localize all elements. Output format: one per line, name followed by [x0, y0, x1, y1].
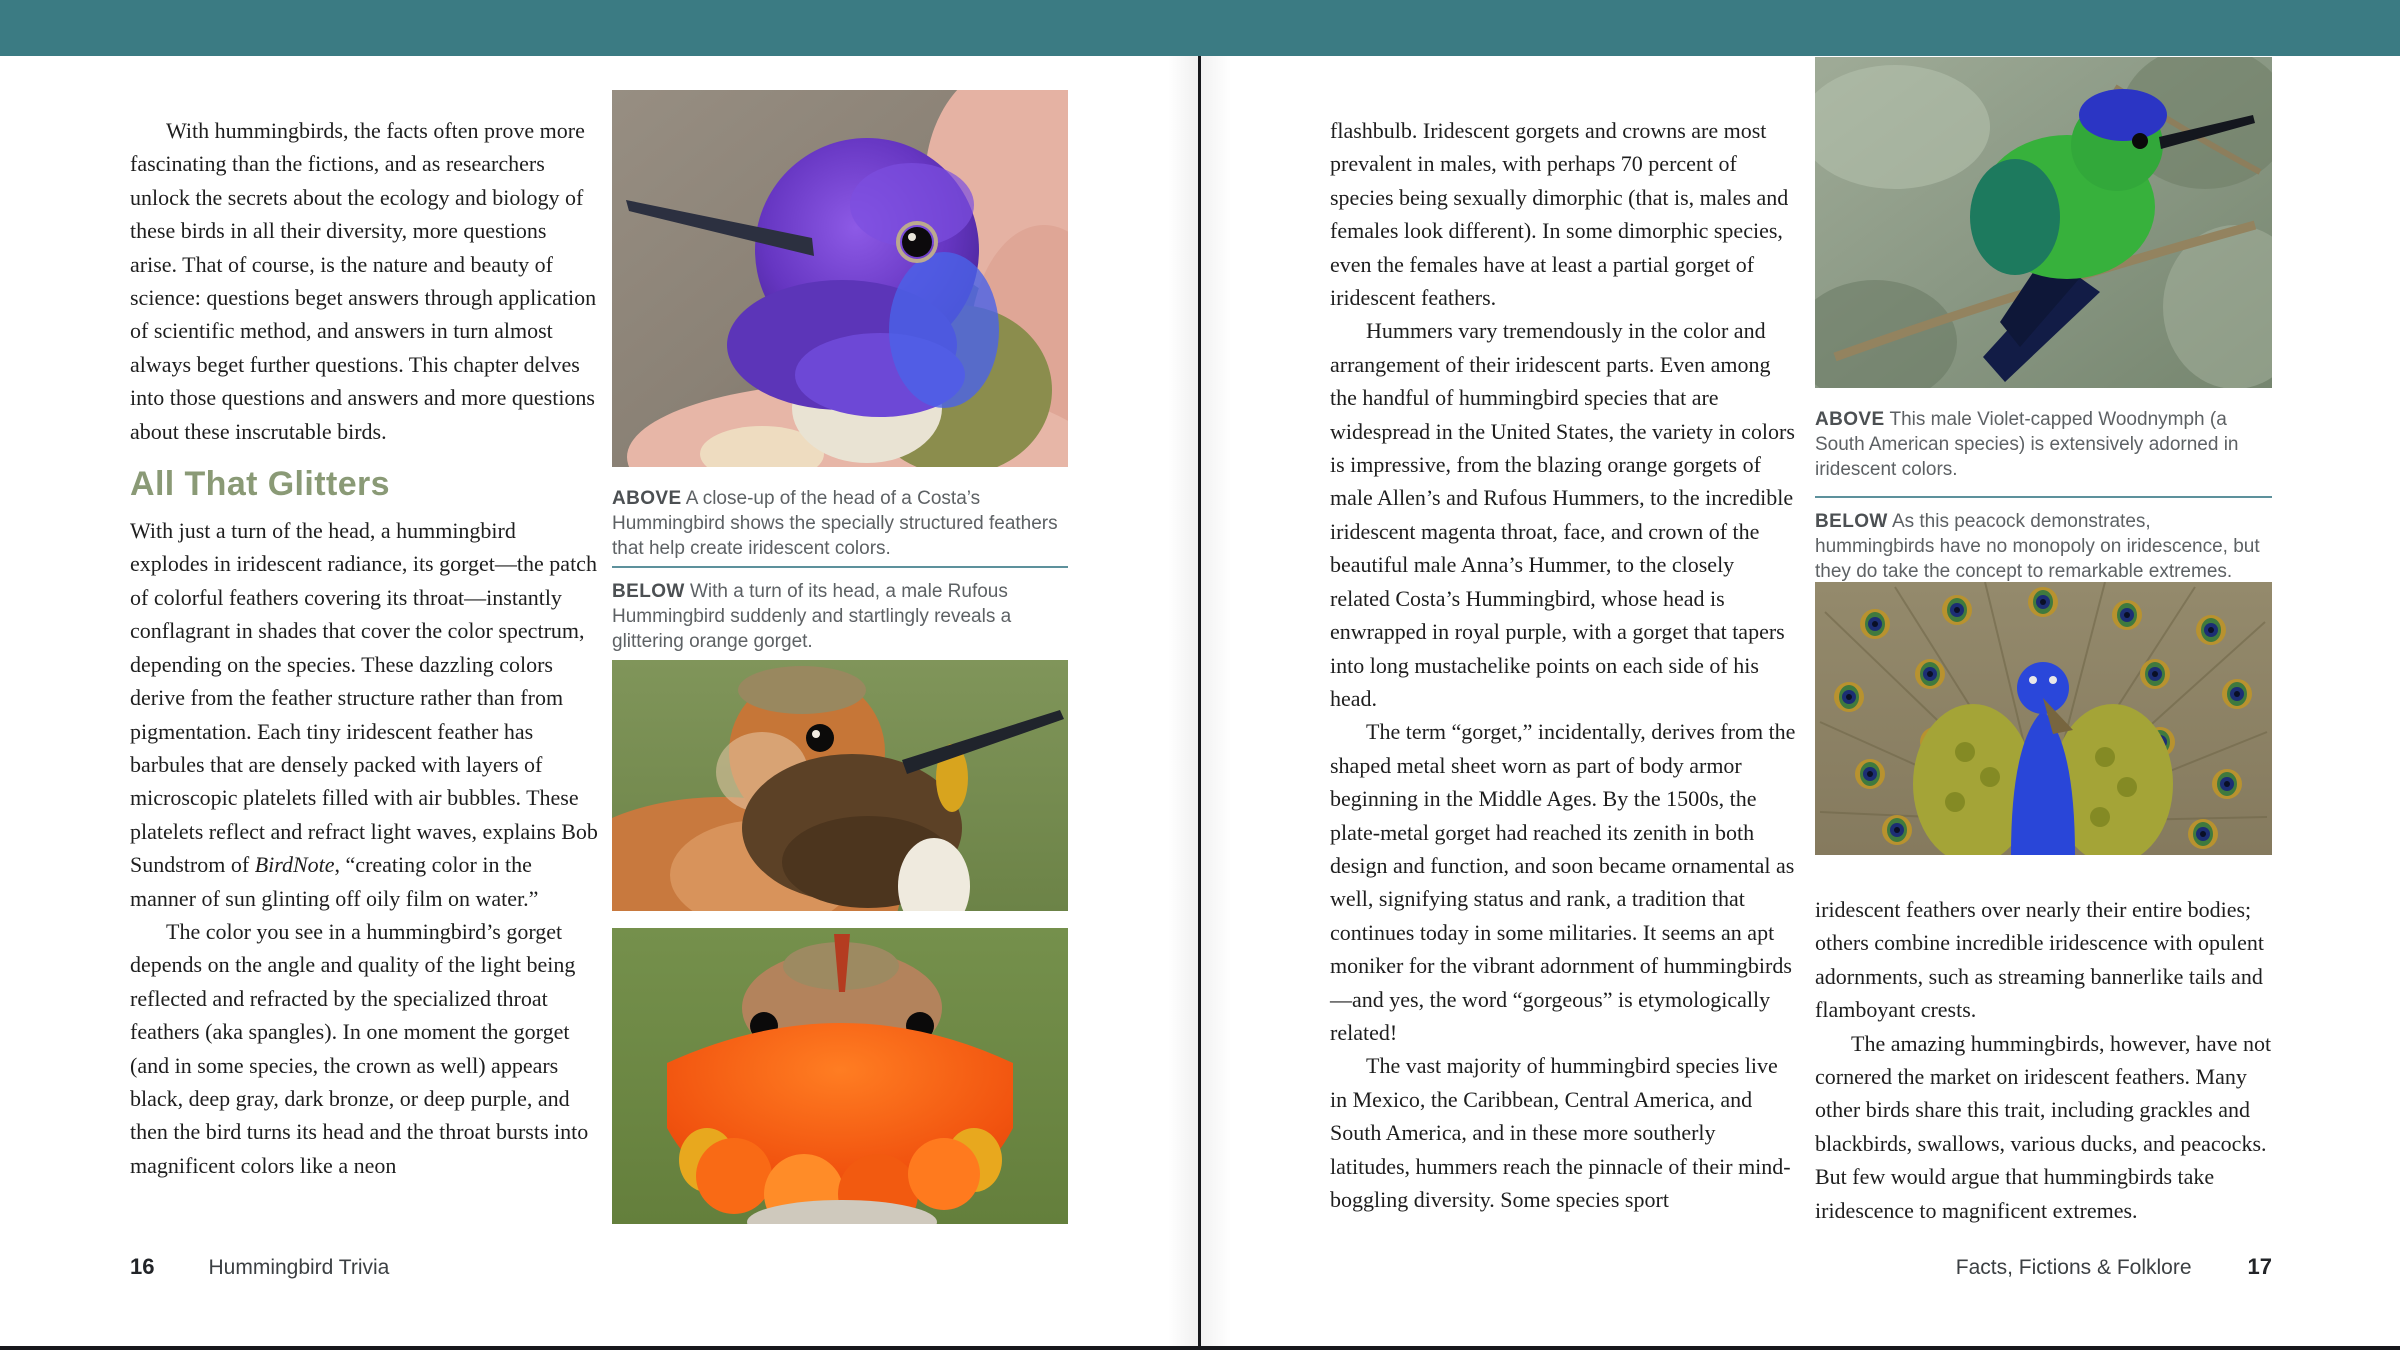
left-page-number: 16 — [130, 1254, 155, 1279]
photo-rufous-hummingbird-profile — [612, 660, 1068, 911]
page-gutter-shade-left — [1168, 56, 1198, 1346]
section-heading-all-that-glitters: All That Glitters — [130, 465, 390, 504]
top-banner — [0, 0, 2400, 56]
caption-above-text: A close-up of the head of a Costa’s Hummingbird shows the specially structured feathers that help create iridescent colors. — [612, 488, 1058, 559]
glitters-paragraph-b: , “creating color in the manner of sun glinting off oily film on water.” — [130, 852, 539, 911]
woodnymph-illustration — [1815, 57, 2272, 388]
page-gutter-shade-right — [1201, 56, 1231, 1346]
flashbulb-paragraph: flashbulb. Iridescent gorgets and crowns are most prevalent in males, with perhaps 70 percent of species being sexually dimorphic (that is, males and females look different). In some dimorphic species, even the females have at least a partial gorget of iridescent feathers. — [1330, 118, 1789, 311]
right-footer — [1815, 1254, 2272, 1280]
caption-above-text-right: This male Violet-capped Woodnymph (a South American species) is extensively adorned in iridescent colors. — [1815, 409, 2239, 480]
caption-below-text-right: As this peacock demonstrates, hummingbirds have no monopoly on iridescence, but they do take the concept to remarkable extremes. — [1815, 511, 2260, 582]
intro-paragraph: With hummingbirds, the facts often prove more fascinating than the fictions, and as researchers unlock the secrets about the ecology and biology of these birds in all their diversity, more questions arise. That of course, is the nature and beauty of science: questions beget answers through application of scientific method, and answers in turn almost always beget further questions. This chapter delves into those questions and answers and more questions about these inscrutable birds. — [130, 118, 597, 444]
gorget-term-paragraph: The term “gorget,” incidentally, derives from the shaped metal sheet worn as part of body armor beginning in the Middle Ages. By the 1500s, the plate-metal gorget had reached its zenith in both design and function, and soon became ornamental as well, signifying status and rank, a tradition that continues today in some militaries. It seems an apt moniker for the vibrant adornment of hummingbirds—and yes, the word “gorgeous” is etymologically related! — [1330, 719, 1796, 1045]
caption-costas — [612, 486, 1064, 561]
peacock-illustration — [1815, 582, 2272, 855]
caption-below-label-right: BELOW — [1815, 511, 1888, 532]
right-page-lower-text — [1815, 893, 2277, 1227]
page-bottom-edge — [0, 1346, 2400, 1350]
birdnote-italic: BirdNote — [254, 852, 335, 878]
left-footer — [130, 1254, 598, 1280]
color-paragraph: The color you see in a hummingbird’s gorget depends on the angle and quality of the light being reflected and refracted by the specialized throat feathers (aka spangles). In one moment the gorget (and in some species, the crown as well) appears black, deep gray, dark bronze, or deep purple, and then the bird turns its head and the throat bursts into magnificent colors like a neon — [130, 918, 589, 1178]
costas-hummingbird-illustration — [612, 90, 1068, 467]
page-spine — [1198, 56, 1201, 1346]
rufous-hummingbird-illustration — [612, 660, 1068, 911]
caption-above-label-right: ABOVE — [1815, 409, 1885, 430]
left-page-text-column — [130, 114, 598, 1182]
caption-rufous — [612, 579, 1064, 654]
right-page-number: 17 — [2247, 1254, 2272, 1279]
caption-below-label: BELOW — [612, 581, 685, 602]
photo-peacock-display — [1815, 582, 2272, 855]
caption-below-text: With a turn of its head, a male Rufous Hummingbird suddenly and startlingly reveals a glittering orange gorget. — [612, 581, 1012, 652]
left-footer-title: Hummingbird Trivia — [208, 1256, 390, 1279]
glitters-paragraph-a: With just a turn of the head, a hummingbird explodes in iridescent radiance, its gorget—the patch of colorful feathers covering its throat—instantly conflagrant in shades that cover the color spectrum, depending on the species. These dazzling colors derive from the feather structure rather than from pigmentation. Each tiny iridescent feather has barbules that are densely packed with layers of microscopic platelets filled with air bubbles. These platelets reflect and refract light waves, explains Bob Sundstrom of — [130, 518, 598, 878]
orange-gorget-illustration — [612, 928, 1068, 1224]
caption-peacock — [1815, 509, 2267, 584]
photo-costas-hummingbird-closeup — [612, 90, 1068, 467]
photo-violet-capped-woodnymph — [1815, 57, 2272, 388]
vast-majority-paragraph: The vast majority of hummingbird species live in Mexico, the Caribbean, Central America, and South America, and in these more southerly latitudes, hummers reach the pinnacle of their mind-boggling diversity. Some species sport — [1330, 1053, 1791, 1212]
amazing-paragraph: The amazing hummingbirds, however, have not cornered the market on iridescent feathers. Many other birds share this trait, including grackles and blackbirds, swallows, various ducks, and peacocks. But few would argue that hummingbirds take iridescence to magnificent extremes. — [1815, 1030, 2272, 1223]
right-footer-title: Facts, Fictions & Folklore — [1955, 1256, 2192, 1279]
photo-orange-gorget-display — [612, 928, 1068, 1224]
caption-woodnymph — [1815, 407, 2267, 482]
right-page-text-column — [1330, 114, 1798, 1216]
glitters-paragraph — [130, 514, 598, 915]
caption-divider — [612, 566, 1068, 568]
hummers-vary-paragraph: Hummers vary tremendously in the color and arrangement of their iridescent parts. Even among the handful of hummingbird species that are widespread in the United States, the variety in colors is impressive, from the blazing orange gorgets of male Allen’s and Rufous Hummers, to the incredible iridescent magenta throat, face, and crown of the beautiful male Anna’s Hummer, to the closely related Costa’s Hummingbird, whose head is enwrapped in royal purple, with a gorget that tapers into long mustachelike points on each side of his head. — [1330, 318, 1795, 711]
bodies-paragraph: iridescent feathers over nearly their entire bodies; others combine incredible iridescence with opulent adornments, such as streaming bannerlike tails and flamboyant crests. — [1815, 897, 2265, 1023]
caption-above-label: ABOVE — [612, 488, 682, 509]
caption-divider-right — [1815, 496, 2272, 498]
